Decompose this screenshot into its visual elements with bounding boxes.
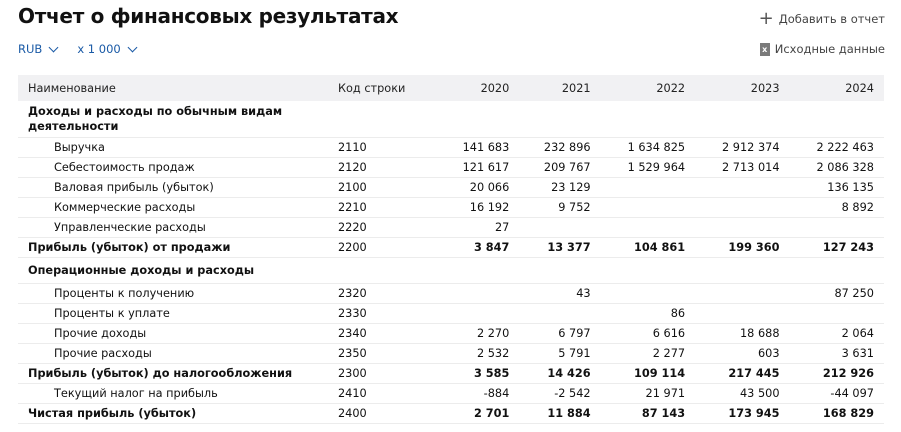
table-row <box>18 138 884 158</box>
table-row <box>18 158 884 178</box>
row-code: 2200 <box>328 238 438 258</box>
chevron-down-icon <box>127 42 137 52</box>
row-code: 2320 <box>328 284 438 304</box>
row-name: Доходы и расходы по обычным видам деятельности <box>18 101 328 138</box>
row-value: 2 713 014 <box>695 158 789 178</box>
row-name: Операционные доходы и расходы <box>18 258 328 284</box>
row-value: 109 114 <box>601 364 695 384</box>
row-value: 16 192 <box>438 198 519 218</box>
row-value <box>519 218 600 238</box>
row-value <box>601 258 695 284</box>
row-value: 87 143 <box>601 404 695 424</box>
row-code: 2210 <box>328 198 438 218</box>
table-row <box>18 404 884 424</box>
row-value <box>601 101 695 138</box>
row-value: 1 529 964 <box>601 158 695 178</box>
row-code: 2410 <box>328 384 438 404</box>
row-value: 23 129 <box>519 178 600 198</box>
row-name: Прочие доходы <box>18 324 328 344</box>
row-value <box>438 258 519 284</box>
row-value: 2 086 328 <box>790 158 884 178</box>
row-value <box>790 304 884 324</box>
row-value: 199 360 <box>695 238 789 258</box>
row-code <box>328 101 438 138</box>
row-value <box>695 218 789 238</box>
row-value: 3 585 <box>438 364 519 384</box>
row-code: 2120 <box>328 158 438 178</box>
table-row <box>18 284 884 304</box>
row-value: 2 701 <box>438 404 519 424</box>
financial-results-table <box>18 75 884 424</box>
row-value: 136 135 <box>790 178 884 198</box>
row-value: 212 926 <box>790 364 884 384</box>
row-code: 2220 <box>328 218 438 238</box>
row-value: 14 426 <box>519 364 600 384</box>
row-value <box>695 304 789 324</box>
row-value: 2 222 463 <box>790 138 884 158</box>
table-row <box>18 198 884 218</box>
row-code: 2350 <box>328 344 438 364</box>
row-value: -44 097 <box>790 384 884 404</box>
header-year: 2024 <box>845 81 874 95</box>
table-section-row <box>18 258 884 284</box>
row-value <box>695 198 789 218</box>
header-year: 2022 <box>656 81 686 95</box>
header-code: Код строки <box>338 81 406 95</box>
row-value: 86 <box>601 304 695 324</box>
report-selectors <box>18 42 136 56</box>
row-value: 3 631 <box>790 344 884 364</box>
row-value <box>790 258 884 284</box>
row-name: Проценты к получению <box>18 284 328 304</box>
row-value: 2 270 <box>438 324 519 344</box>
table-header-row <box>18 75 884 101</box>
row-name: Чистая прибыль (убыток) <box>18 404 328 424</box>
row-value: 27 <box>438 218 519 238</box>
row-value <box>695 284 789 304</box>
row-name: Управленческие расходы <box>18 218 328 238</box>
row-value: 173 945 <box>695 404 789 424</box>
header-year: 2023 <box>750 81 780 95</box>
add-to-report-button[interactable] <box>758 8 885 29</box>
row-value <box>519 304 600 324</box>
header-name: Наименование <box>28 81 116 95</box>
row-value: 3 847 <box>438 238 519 258</box>
row-value: 8 892 <box>790 198 884 218</box>
row-value <box>695 178 789 198</box>
row-code: 2110 <box>328 138 438 158</box>
row-value: 9 752 <box>519 198 600 218</box>
multiplier-value: x 1 000 <box>77 42 121 56</box>
row-value <box>438 101 519 138</box>
row-name: Проценты к уплате <box>18 304 328 324</box>
row-value <box>790 218 884 238</box>
row-value <box>519 101 600 138</box>
row-value: 11 884 <box>519 404 600 424</box>
row-value: 6 616 <box>601 324 695 344</box>
row-value: 2 064 <box>790 324 884 344</box>
row-value: 209 767 <box>519 158 600 178</box>
row-value <box>519 258 600 284</box>
row-name: Валовая прибыль (убыток) <box>18 178 328 198</box>
table-row <box>18 384 884 404</box>
row-value: 121 617 <box>438 158 519 178</box>
table-row <box>18 364 884 384</box>
row-value: 104 861 <box>601 238 695 258</box>
source-data-label: Исходные данные <box>774 42 885 56</box>
row-value: -884 <box>438 384 519 404</box>
table-row <box>18 344 884 364</box>
row-value: 141 683 <box>438 138 519 158</box>
row-value: 232 896 <box>519 138 600 158</box>
row-value: 2 912 374 <box>695 138 789 158</box>
currency-value: RUB <box>18 42 43 56</box>
row-name: Текущий налог на прибыль <box>18 384 328 404</box>
row-code: 2400 <box>328 404 438 424</box>
chevron-down-icon <box>49 42 59 52</box>
row-name: Прибыль (убыток) до налогообложения <box>18 364 328 384</box>
row-code: 2330 <box>328 304 438 324</box>
row-code: 2300 <box>328 364 438 384</box>
row-value <box>438 284 519 304</box>
table-row <box>18 238 884 258</box>
row-value <box>790 101 884 138</box>
multiplier-select[interactable] <box>77 42 135 56</box>
add-to-report-label: Добавить в отчет <box>778 12 885 26</box>
row-value: 18 688 <box>695 324 789 344</box>
table-body <box>18 101 884 424</box>
table-section-row <box>18 101 884 138</box>
row-value: 43 500 <box>695 384 789 404</box>
row-value: 168 829 <box>790 404 884 424</box>
row-value: 2 277 <box>601 344 695 364</box>
row-value: 43 <box>519 284 600 304</box>
row-value: 87 250 <box>790 284 884 304</box>
row-value <box>601 178 695 198</box>
header-year: 2020 <box>480 81 510 95</box>
row-code: 2100 <box>328 178 438 198</box>
row-name: Коммерческие расходы <box>18 198 328 218</box>
row-value: 127 243 <box>790 238 884 258</box>
table-row <box>18 218 884 238</box>
row-value <box>438 304 519 324</box>
excel-file-icon: x <box>760 43 770 56</box>
row-name: Прочие расходы <box>18 344 328 364</box>
row-value: 13 377 <box>519 238 600 258</box>
row-value: 1 634 825 <box>601 138 695 158</box>
row-value <box>695 258 789 284</box>
row-value <box>601 218 695 238</box>
currency-select[interactable] <box>18 42 57 56</box>
table-row <box>18 304 884 324</box>
row-value <box>601 284 695 304</box>
row-value: 2 532 <box>438 344 519 364</box>
header-year: 2021 <box>561 81 591 95</box>
row-value: 603 <box>695 344 789 364</box>
row-name: Прибыль (убыток) от продажи <box>18 238 328 258</box>
row-value <box>601 198 695 218</box>
row-value: -2 542 <box>519 384 600 404</box>
table-row <box>18 178 884 198</box>
row-code: 2340 <box>328 324 438 344</box>
row-name: Себестоимость продаж <box>18 158 328 178</box>
page-title: Отчет о финансовых результатах <box>18 4 399 28</box>
source-data-button[interactable] <box>760 42 885 56</box>
row-value: 21 971 <box>601 384 695 404</box>
row-code <box>328 258 438 284</box>
table-row <box>18 324 884 344</box>
row-value: 20 066 <box>438 178 519 198</box>
row-value: 6 797 <box>519 324 600 344</box>
row-value <box>695 101 789 138</box>
row-value: 5 791 <box>519 344 600 364</box>
row-value: 217 445 <box>695 364 789 384</box>
plus-icon: + <box>758 8 774 29</box>
row-name: Выручка <box>18 138 328 158</box>
